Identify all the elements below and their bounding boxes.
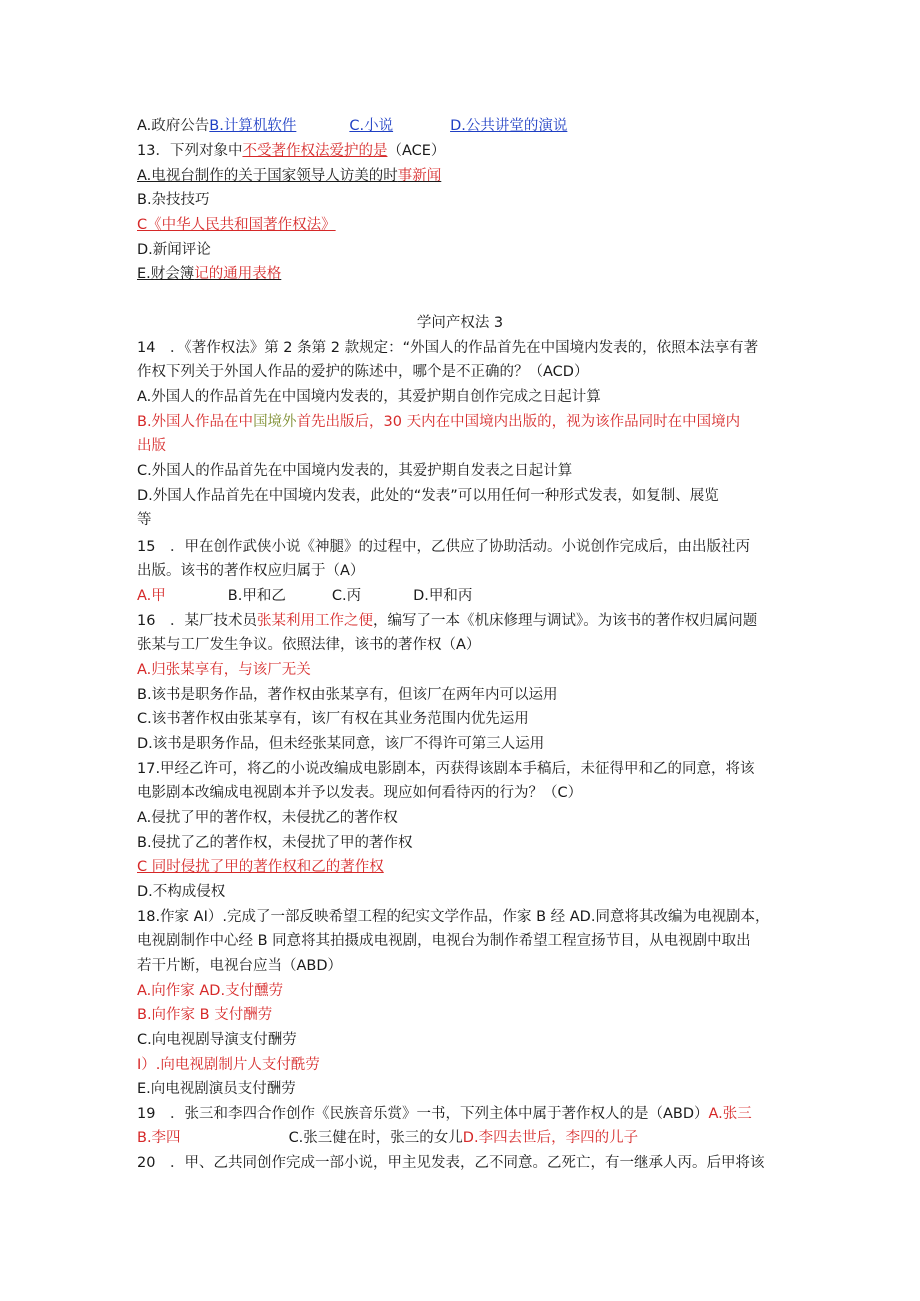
q17-option-b: B.侵扰了乙的著作权，未侵扰了甲的著作权 [137,835,413,851]
q16-stem-line-2: 张某与工厂发生争议。依照法律，该书的著作权（A） [137,637,481,653]
q15-stem-line-2: 出版。该书的著作权应归属于（A） [137,563,365,579]
q20-stem-line-1: 20 ．甲、乙共同创作完成一部小说，甲主见发表，乙不同意。乙死亡，有一继承人丙。后甲将该 [137,1155,765,1171]
q12-option-c: C.小说 [349,118,394,134]
q16-option-a: A.归张某享有，与该厂无关 [137,662,311,678]
q17-stem-line-1: 17.甲经乙许可，将乙的小说改编成电影剧本，丙获得该剧本手稿后，未征得甲和乙的同意，将该 [137,761,755,777]
q13-option-e-text: E.财会簿 [137,266,195,282]
q13-option-e [137,264,281,284]
q13-option-a [137,166,441,186]
q12-option-d: D.公共讲堂的演说 [450,118,568,134]
q14-stem-line-1: 14 ．《著作权法》第 2 条第 2 款规定：“外国人的作品首先在中国境内发表的，依照本法享有著 [137,340,759,356]
q16-option-b: B.该书是职务作品，著作权由张某享有，但该厂在两年内可以运用 [137,687,558,703]
q18-stem-line-3: 若干片断，电视台应当（ABD） [137,958,343,974]
q19-options-line [137,1128,638,1148]
q16-stem-line-1 [137,611,757,631]
q13-option-a-text: A.电视台制作的关于国家领导人访美的时 [137,168,398,184]
q13-stem-highlight: 不受著作权法爱护的是 [242,143,388,159]
q17-stem-line-2: 电影剧本改编成电视剧本并予以发表。现应如何看待丙的行为？（C） [137,785,583,801]
q12-options-line [137,116,567,136]
section-title: 学问产权法 3 [416,315,504,331]
q13-option-c: C《中华人民共和国著作权法》 [137,217,336,233]
q16-option-c: C.该书著作权由张某享有，该厂有权在其业务范围内优先运用 [137,711,529,727]
q13-option-e-highlight: 记的通用表格 [194,266,282,282]
q14-option-d-line-1: D.外国人作品首先在中国境内发表，此处的“发表”可以用任何一种形式发表，如复制、展览 [137,488,719,504]
q14-option-b-line-1 [137,412,740,432]
q18-stem-line-2: 电视剧制作中心经 B 同意将其拍摄成电视剧，电视台为制作希望工程宣扬节目，从电视剧中取出 [137,933,751,949]
q13-stem [137,141,445,161]
q17-option-c: C 同时侵扰了甲的著作权和乙的著作权 [137,859,384,875]
q13-option-d: D.新闻评论 [137,242,211,258]
q14-option-d-line-2: 等 [137,512,152,528]
q17-option-d: D.不构成侵权 [137,884,226,900]
q18-option-b: B.向作家 B 支付酬劳 [137,1007,273,1023]
q18-option-d: I）.向电视剧制片人支付酰劳 [137,1057,320,1073]
q15-options-line [137,586,472,606]
q19-option-c: C.张三健在时，张三的女儿 [288,1130,463,1146]
q18-stem-line-1: 18.作家 AI）.完成了一部反映希望工程的纪实文学作品，作家 B 经 AD.同意将其改编为电视剧本， [137,909,770,925]
q16-stem-text-2: ，编写了一本《机床修理与调试》。为该书的著作权归属问题 [372,613,758,629]
q19-stem-line [137,1104,752,1124]
q14-option-c: C.外国人的作品首先在中国境内发表的，其爱护期自发表之日起计算 [137,463,573,479]
q15-option-c: C.丙 [331,588,362,604]
q17-option-a: A.侵扰了甲的著作权，未侵扰乙的著作权 [137,810,398,826]
q14-option-b-line-2: 出版 [137,438,166,454]
q12-option-a: A.政府公告 [137,118,210,134]
q14-option-a: A.外国人的作品首先在中国境内发表的，其爱护期自创作完成之日起计算 [137,389,601,405]
q13-answer: （ACE） [387,143,446,159]
q19-option-d: D.李四去世后，李四的儿子 [462,1130,639,1146]
q19-stem: 19 ．张三和李四合作创作《民族音乐赏》一书，下列主体中属于著作权人的是（ABD） [137,1106,709,1122]
q14-stem-line-2: 作权下列关于外国人作品的爱护的陈述中，哪个是不正确的？（ACD） [137,364,589,380]
q13-option-b: B.杂技技巧 [137,192,210,208]
q13-option-a-highlight: 事新闻 [397,168,442,184]
q19-option-a: A.张三 [708,1106,752,1122]
q12-option-b: B.计算机软件 [209,118,297,134]
q15-option-b: B.甲和乙 [227,588,286,604]
q14-option-b-text-3: 首先出版后，30 天内在中国境内出版的，视为该作品同时在中国境内 [296,414,741,430]
q18-option-a: A.向作家 AD.支付醺劳 [137,983,284,999]
q14-option-b-text-1: B.外国人作品在中 [137,414,254,430]
q14-option-b-text-2: 国境外 [253,414,297,430]
q16-stem-text-1: 16 ．某厂技术员 [137,613,257,629]
q13-stem-text: ．下列对象中 [155,143,243,159]
q18-option-c: C.向电视剧导演支付酬劳 [137,1032,297,1048]
q18-option-e: E.向电视剧演员支付酬劳 [137,1081,296,1097]
q16-stem-highlight: 张某利用工作之便 [256,613,373,629]
q15-option-d: D.甲和丙 [413,588,473,604]
q16-option-d: D.该书是职务作品，但未经张某同意，该厂不得许可第三人运用 [137,736,545,752]
q15-stem-line-1: 15 ．甲在创作武侠小说《神腿》的过程中，乙供应了协助活动。小说创作完成后，由出版社丙 [137,539,750,555]
q15-option-a: A.甲 [137,588,166,604]
q19-option-b: B.李四 [137,1130,181,1146]
q13-number: 13 [137,143,156,159]
